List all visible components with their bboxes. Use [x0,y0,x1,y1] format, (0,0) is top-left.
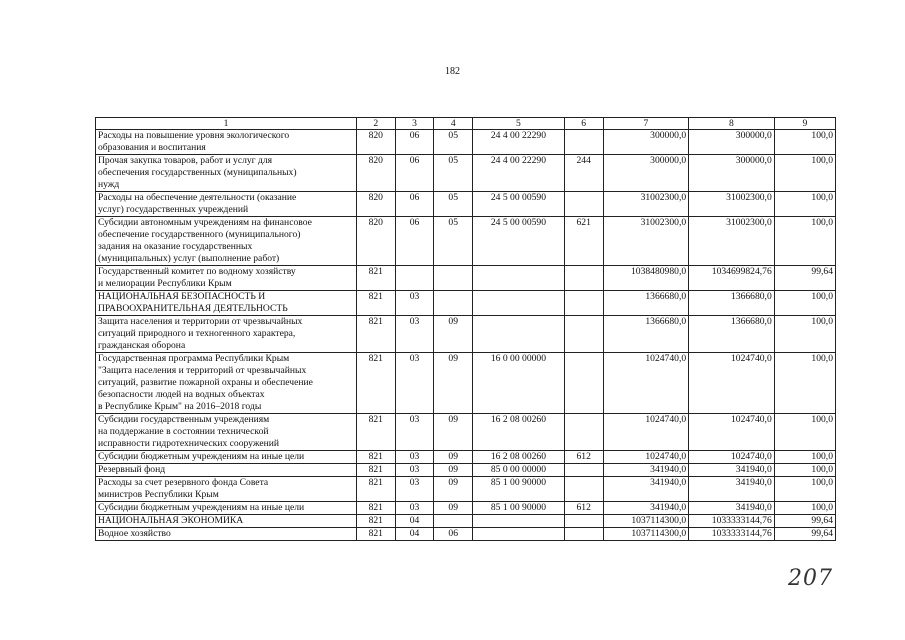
column-header-9: 9 [774,118,835,130]
expense-type-code [564,464,603,477]
subsection-code: 09 [434,502,473,515]
approved-amount: 1024740,0 [603,414,689,451]
description-line: в Республике Крым" на 2016–2018 годы [98,401,262,412]
expense-type-code [564,414,603,451]
target-article-code: 24 4 00 22290 [473,155,565,192]
execution-percent: 100,0 [774,217,835,266]
description-line: Субсидии бюджетным учреждениям на иные цели [98,502,305,513]
admin-code: 820 [356,192,395,217]
description-line: обеспечения государственных (муниципальных) [98,167,297,178]
admin-code: 821 [356,414,395,451]
budget-table [95,117,836,541]
column-header-5: 5 [473,118,565,130]
approved-amount: 341940,0 [603,477,689,502]
table-row [96,528,836,541]
executed-amount: 31002300,0 [689,192,775,217]
description-line: Государственная программа Республики Крым [98,353,290,364]
description-line: нужд [98,179,120,190]
row-description [96,316,357,353]
subsection-code [434,291,473,316]
section-code: 03 [395,451,434,464]
section-code: 06 [395,217,434,266]
subsection-code: 05 [434,217,473,266]
column-header-8: 8 [689,118,775,130]
execution-percent: 100,0 [774,130,835,155]
section-code: 04 [395,515,434,528]
row-description [96,515,357,528]
executed-amount: 300000,0 [689,155,775,192]
approved-amount: 1366680,0 [603,291,689,316]
expense-type-code [564,353,603,414]
column-header-4: 4 [434,118,473,130]
description-line: услуг) государственных учреждений [98,204,249,215]
column-header-2: 2 [356,118,395,130]
row-description [96,291,357,316]
table-row [96,266,836,291]
approved-amount: 341940,0 [603,502,689,515]
row-description [96,217,357,266]
section-code: 06 [395,192,434,217]
target-article-code: 24 5 00 00590 [473,217,565,266]
expense-type-code [564,477,603,502]
table-body [96,130,836,541]
description-line: Государственный комитет по водному хозяйству [98,266,296,277]
table-row [96,451,836,464]
description-line: Резервный фонд [98,464,166,475]
executed-amount: 1366680,0 [689,316,775,353]
section-code: 03 [395,353,434,414]
table-row [96,192,836,217]
description-line: НАЦИОНАЛЬНАЯ БЕЗОПАСНОСТЬ И [98,291,266,302]
subsection-code: 05 [434,130,473,155]
target-article-code [473,528,565,541]
execution-percent: 100,0 [774,291,835,316]
description-line: Защита населения и территории от чрезвычайных [98,316,303,327]
target-article-code: 85 0 00 00000 [473,464,565,477]
description-line: исправности гидротехнических сооружений [98,438,279,449]
description-line: Расходы на повышение уровня экологического [98,130,290,141]
admin-code: 821 [356,477,395,502]
table-row [96,130,836,155]
expense-type-code: 612 [564,451,603,464]
row-description [96,155,357,192]
description-line: на поддержание в состоянии технической [98,426,269,437]
approved-amount: 1037114300,0 [603,528,689,541]
target-article-code: 16 2 08 00260 [473,451,565,464]
description-line: ситуаций, развитие пожарной охраны и обеспечение [98,377,313,388]
executed-amount: 300000,0 [689,130,775,155]
row-description [96,502,357,515]
description-line: Субсидии государственным учреждениям [98,414,270,425]
approved-amount: 1366680,0 [603,316,689,353]
expense-type-code [564,266,603,291]
expense-type-code: 621 [564,217,603,266]
execution-percent: 100,0 [774,477,835,502]
table-row [96,502,836,515]
table-row [96,414,836,451]
row-description [96,451,357,464]
page-number: 182 [445,66,460,77]
description-line: и мелиорации Республики Крым [98,278,232,289]
row-description [96,414,357,451]
admin-code: 820 [356,217,395,266]
subsection-code [434,266,473,291]
approved-amount: 31002300,0 [603,217,689,266]
execution-percent: 99,64 [774,266,835,291]
admin-code: 821 [356,515,395,528]
approved-amount: 31002300,0 [603,192,689,217]
target-article-code: 16 0 00 00000 [473,353,565,414]
admin-code: 821 [356,502,395,515]
section-code: 06 [395,130,434,155]
row-description [96,266,357,291]
executed-amount: 1033333144,76 [689,515,775,528]
section-code: 04 [395,528,434,541]
description-line: безопасности людей на водных объектах [98,389,265,400]
table-row [96,477,836,502]
description-line: Субсидии автономным учреждениям на финансовое [98,217,312,228]
column-header-row [96,118,836,130]
executed-amount: 1034699824,76 [689,266,775,291]
executed-amount: 1024740,0 [689,414,775,451]
approved-amount: 1024740,0 [603,353,689,414]
expense-type-code [564,515,603,528]
executed-amount: 31002300,0 [689,217,775,266]
section-code: 03 [395,477,434,502]
row-description [96,477,357,502]
section-code: 06 [395,155,434,192]
executed-amount: 341940,0 [689,477,775,502]
expense-type-code [564,291,603,316]
execution-percent: 100,0 [774,316,835,353]
target-article-code [473,316,565,353]
description-line: обеспечение государственного (муниципального) [98,229,301,240]
execution-percent: 100,0 [774,353,835,414]
row-description [96,130,357,155]
row-description [96,528,357,541]
target-article-code: 16 2 08 00260 [473,414,565,451]
execution-percent: 99,64 [774,528,835,541]
executed-amount: 1366680,0 [689,291,775,316]
section-code [395,266,434,291]
expense-type-code [564,528,603,541]
executed-amount: 1024740,0 [689,353,775,414]
admin-code: 821 [356,291,395,316]
target-article-code: 24 5 00 00590 [473,192,565,217]
approved-amount: 341940,0 [603,464,689,477]
expense-type-code [564,316,603,353]
approved-amount: 1038480980,0 [603,266,689,291]
approved-amount: 1037114300,0 [603,515,689,528]
admin-code: 821 [356,353,395,414]
expense-type-code: 612 [564,502,603,515]
description-line: ситуаций природного и техногенного характера, [98,328,296,339]
table-row [96,464,836,477]
expense-type-code [564,192,603,217]
execution-percent: 100,0 [774,192,835,217]
handwritten-page-number: 207 [788,566,833,591]
admin-code: 820 [356,155,395,192]
column-header-7: 7 [603,118,689,130]
executed-amount: 341940,0 [689,464,775,477]
description-line: Расходы на обеспечение деятельности (оказание [98,192,297,203]
admin-code: 821 [356,528,395,541]
table-row [96,515,836,528]
target-article-code [473,291,565,316]
table-row [96,155,836,192]
row-description [96,192,357,217]
description-line: "Защита населения и территорий от чрезвычайных [98,365,307,376]
description-line: (муниципальных) услуг (выполнение работ) [98,253,280,264]
section-code: 03 [395,291,434,316]
subsection-code: 06 [434,528,473,541]
column-header-6: 6 [564,118,603,130]
target-article-code: 24 4 00 22290 [473,130,565,155]
description-line: Прочая закупка товаров, работ и услуг для [98,155,273,166]
executed-amount: 341940,0 [689,502,775,515]
section-code: 03 [395,316,434,353]
target-article-code: 85 1 00 90000 [473,502,565,515]
section-code: 03 [395,502,434,515]
execution-percent: 100,0 [774,502,835,515]
target-article-code [473,515,565,528]
admin-code: 821 [356,451,395,464]
table-row [96,217,836,266]
admin-code: 821 [356,266,395,291]
description-line: задания на оказание государственных [98,241,253,252]
subsection-code: 09 [434,451,473,464]
row-description [96,353,357,414]
description-line: НАЦИОНАЛЬНАЯ ЭКОНОМИКА [98,515,244,526]
description-line: Водное хозяйство [98,528,171,539]
description-line: Субсидии бюджетным учреждениям на иные цели [98,451,305,462]
description-line: гражданская оборона [98,340,186,351]
admin-code: 821 [356,464,395,477]
approved-amount: 300000,0 [603,130,689,155]
execution-percent: 100,0 [774,155,835,192]
subsection-code: 09 [434,414,473,451]
table-row [96,316,836,353]
subsection-code: 05 [434,192,473,217]
executed-amount: 1033333144,76 [689,528,775,541]
expense-type-code: 244 [564,155,603,192]
subsection-code [434,515,473,528]
description-line: Расходы за счет резервного фонда Совета [98,477,269,488]
admin-code: 821 [356,316,395,353]
subsection-code: 09 [434,316,473,353]
expense-type-code [564,130,603,155]
approved-amount: 300000,0 [603,155,689,192]
subsection-code: 09 [434,464,473,477]
row-description [96,464,357,477]
subsection-code: 09 [434,477,473,502]
execution-percent: 100,0 [774,464,835,477]
admin-code: 820 [356,130,395,155]
execution-percent: 100,0 [774,451,835,464]
section-code: 03 [395,414,434,451]
description-line: образования и воспитания [98,142,206,153]
execution-percent: 99,64 [774,515,835,528]
description-line: ПРАВООХРАНИТЕЛЬНАЯ ДЕЯТЕЛЬНОСТЬ [98,303,288,314]
execution-percent: 100,0 [774,414,835,451]
target-article-code: 85 1 00 90000 [473,477,565,502]
subsection-code: 05 [434,155,473,192]
column-header-1: 1 [96,118,357,130]
column-header-3: 3 [395,118,434,130]
approved-amount: 1024740,0 [603,451,689,464]
section-code: 03 [395,464,434,477]
table-row [96,353,836,414]
subsection-code: 09 [434,353,473,414]
description-line: министров Республики Крым [98,489,219,500]
table-row [96,291,836,316]
executed-amount: 1024740,0 [689,451,775,464]
target-article-code [473,266,565,291]
